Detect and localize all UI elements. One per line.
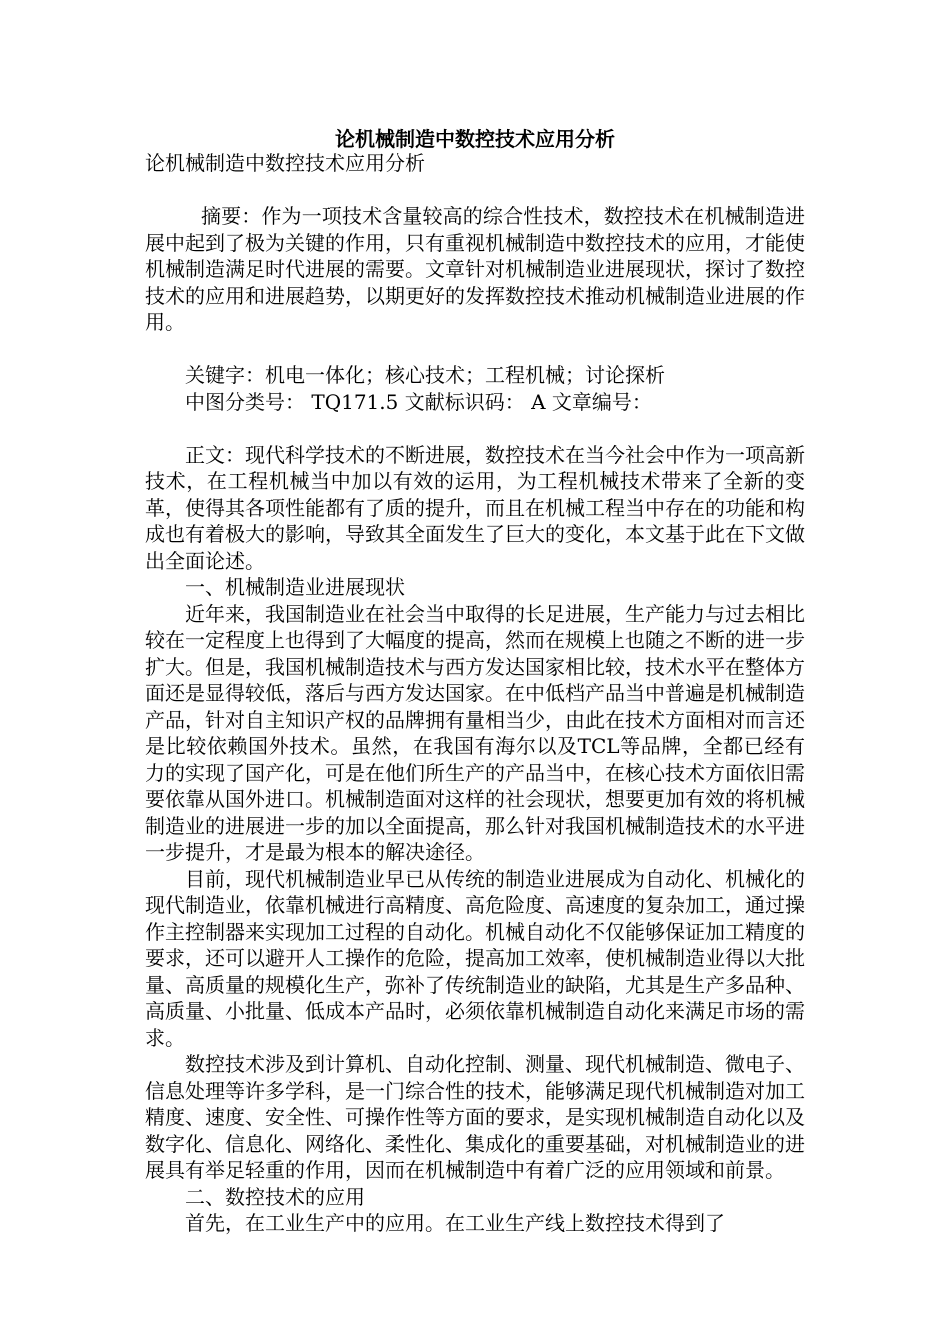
intro-paragraph: 正文：现代科学技术的不断进展，数控技术在当今社会中作为一项高新技术，在工程机械当中加以有效的运用，为工程机械技术带来了全新的变革，使得其各项性能都有了质的提升，而且在机械工程当中存在的功能和构成也有着极大的影响，导致其全面发生了巨大的变化，本文基于此在下文做出全面论述。	[145, 442, 805, 573]
document-subtitle: 论机械制造中数控技术应用分析	[145, 151, 425, 175]
spacer	[145, 177, 805, 204]
section1-paragraph-2: 目前，现代机械制造业早已从传统的制造业进展成为自动化、机械化的现代制造业，依靠机械进行高精度、高危险度、高速度的复杂加工，通过操作主控制器来实现加工过程的自动化。机械自动化不仅能够保证加工精度的要求，还可以避开人工操作的危险，提高加工效率，使机械制造业得以大批量、高质量的规模化生产，弥补了传统制造业的缺陷，尤其是生产多品种、高质量、小批量、低成本产品时，必须依靠机械制造自动化来满足市场的需求。	[145, 866, 805, 1050]
section1-paragraph-1: 近年来，我国制造业在社会当中取得的长足进展，生产能力与过去相比较在一定程度上也得到了大幅度的提高，然而在规模上也随之不断的进一步扩大。但是，我国机械制造技术与西方发达国家相比较，技术水平在整体方面还是显得较低，落后与西方发达国家。在中低档产品当中普遍是机械制造产品，针对自主知识产权的品牌拥有量相当少，由此在技术方面相对而言还是比较依赖国外技术。虽然，在我国有海尔以及TCL等品牌，全都已经有力的实现了国产化，可是在他们所生产的产品当中，在核心技术方面依旧需要依靠从国外进口。机械制造面对这样的社会现状，想要更加有效的将机械制造业的进展进一步的加以全面提高，那么针对我国机械制造技术的水平进一步提升，才是最为根本的解决途径。	[145, 601, 805, 864]
section1-paragraph-3: 数控技术涉及到计算机、自动化控制、测量、现代机械制造、微电子、信息处理等许多学科，是一门综合性的技术，能够满足现代机械制造对加工精度、速度、安全性、可操作性等方面的要求，是实现机械制造自动化以及数字化、信息化、网络化、柔性化、集成化的重要基础，对机械制造业的进展具有举足轻重的作用，因而在机械制造中有着广泛的应用领域和前景。	[145, 1052, 805, 1182]
keywords-line: 关键字：机电一体化；核心技术；工程机械；讨论探析	[185, 363, 665, 387]
document-title: 论机械制造中数控技术应用分析	[335, 127, 615, 151]
section2-heading: 二、数控技术的应用	[185, 1184, 365, 1209]
section1-heading: 一、机械制造业进展现状	[185, 575, 405, 599]
abstract-paragraph: 摘要：作为一项技术含量较高的综合性技术，数控技术在机械制造进展中起到了极为关键的作用，只有重视机械制造中数控技术的应用，才能使机械制造满足时代进展的需要。文章针对机械制造业进展现状，探讨了数控技术的应用和进展趋势，以期更好的发挥数控技术推动机械制造业进展的作用。	[145, 204, 805, 334]
classification-line: 中图分类号： TQ171.5 文献标识码： A 文章编号：	[185, 389, 652, 414]
section2-paragraph-1: 首先，在工业生产中的应用。在工业生产线上数控技术得到了	[185, 1211, 725, 1235]
spacer	[145, 415, 805, 442]
spacer	[145, 336, 805, 363]
document-body	[145, 150, 805, 1237]
